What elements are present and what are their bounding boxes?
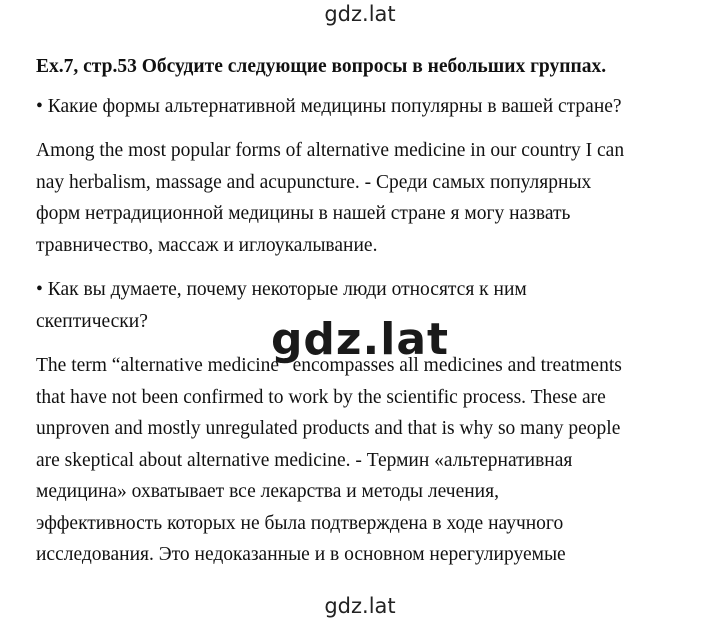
answer-2-line: are skeptical about alternative medicine. - Термин «альтернативная <box>36 449 573 471</box>
answer-1-line: форм нетрадиционной медицины в нашей стране я могу назвать <box>36 203 571 224</box>
answer-2 <box>36 350 712 571</box>
answer-2-line: that have not been confirmed to work by the scientific process. These are <box>36 386 606 408</box>
watermark-center: gdz.lat <box>270 314 450 365</box>
answer-1-line: nay herbalism, massage and acupuncture. - Среди самых популярных <box>36 171 592 193</box>
answer-2-line: The term “alternative medicine” encompasses all medicines and treatments <box>36 355 622 376</box>
question-1 <box>36 91 712 123</box>
question-1-text: • Какие формы альтернативной медицины популярны в вашей стране? <box>36 95 622 117</box>
question-2-line: • Как вы думаете, почему некоторые люди относятся к ним <box>36 279 527 300</box>
answer-1-line: травничество, массаж и иглоукалывание. <box>36 234 378 256</box>
question-2-line: скептически? <box>36 310 148 332</box>
answer-2-line: медицина» охватывает все лекарства и методы лечения, <box>36 481 499 502</box>
watermark-bottom: gdz.lat <box>324 594 396 618</box>
watermark-top: gdz.lat <box>324 2 396 26</box>
answer-1-line: Among the most popular forms of alternative medicine in our country I can <box>36 140 625 161</box>
answer-1 <box>36 135 712 261</box>
answer-2-line: unproven and mostly unregulated products and that is why so many people <box>36 418 621 439</box>
exercise-heading: Ex.7, стр.53 Обсудите следующие вопросы в небольших группах. <box>36 56 607 77</box>
answer-2-line: эффективность которых не была подтверждена в ходе научного <box>36 512 564 534</box>
answer-2-line: исследования. Это недоказанные и в основном нерегулируемые <box>36 544 566 565</box>
